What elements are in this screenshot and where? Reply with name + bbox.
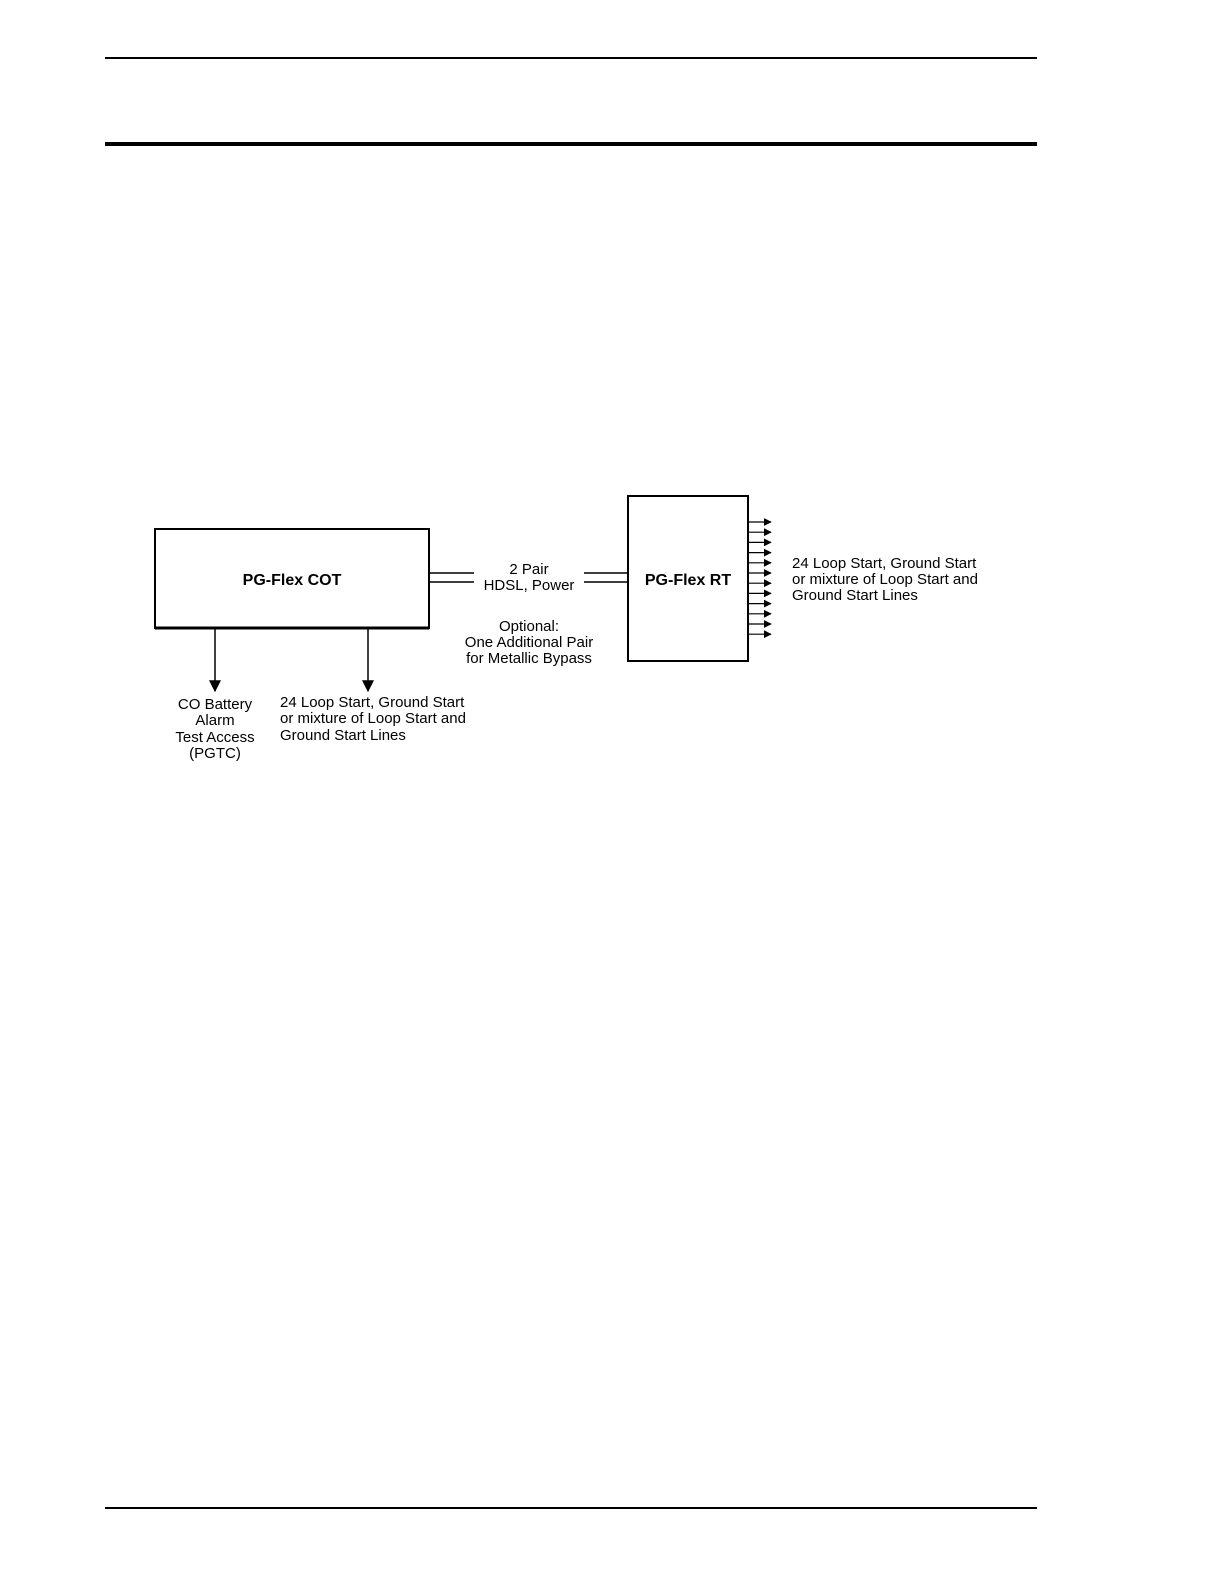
- optional-label-3: for Metallic Bypass: [466, 650, 592, 667]
- rt-output-arrows: [748, 522, 771, 634]
- co-battery-label-4: (PGTC): [189, 745, 241, 762]
- optional-label-1: Optional:: [498, 618, 560, 635]
- rt-lines-label-2: or mixture of Loop Start and: [792, 571, 978, 588]
- rt-lines-label-1: 24 Loop Start, Ground Start: [792, 555, 977, 572]
- co-battery-label-1: CO Battery: [177, 696, 253, 713]
- cot-label: PG-Flex COT: [242, 572, 342, 589]
- rt-box: [628, 496, 748, 661]
- rt-lines-label-3: Ground Start Lines: [792, 587, 918, 604]
- cot-lines-label-1: 24 Loop Start, Ground Start: [280, 694, 465, 711]
- co-battery-label-3: Test Access: [175, 729, 255, 746]
- cot-lines-label-3: Ground Start Lines: [280, 727, 406, 744]
- cot-box: [155, 529, 429, 628]
- link-label-pair: 2 Pair: [509, 561, 549, 578]
- optional-label-2: One Additional Pair: [464, 634, 594, 651]
- rt-label: PG-Flex RT: [644, 572, 732, 589]
- cot-lines-label-2: or mixture of Loop Start and: [280, 710, 466, 727]
- link-label-hdsl: HDSL, Power: [483, 577, 575, 594]
- co-battery-label-2: Alarm: [195, 712, 235, 729]
